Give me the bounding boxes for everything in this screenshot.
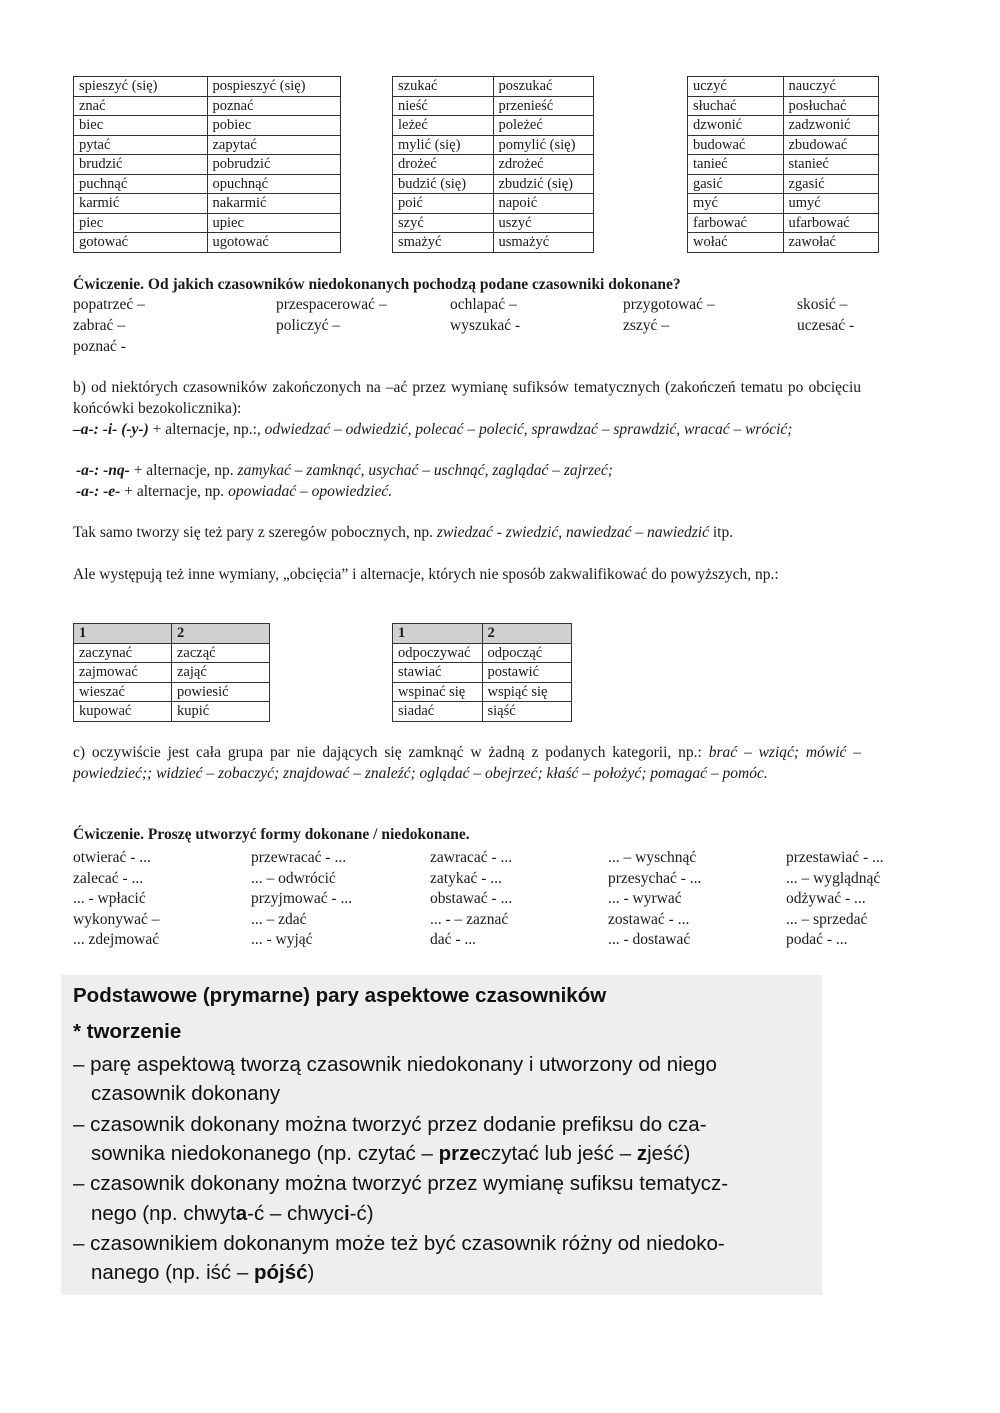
- perfective-verb-cell: zapytać: [207, 135, 341, 155]
- exercise-2-item: zostawać - ...: [608, 910, 690, 928]
- perfective-verb-cell: zbudzić (się): [493, 174, 594, 194]
- section-b-rule-1: [73, 419, 861, 440]
- excerpt-text: -ć – chwyc: [247, 1202, 344, 1225]
- table-row: [688, 155, 879, 175]
- exercise-1-item: wyszukać -: [450, 317, 521, 334]
- rule-2-text: + alternacje, np.: [129, 462, 238, 479]
- imperfective-verb-cell: odpoczywać: [393, 643, 483, 663]
- table-row: [74, 663, 270, 683]
- perfective-verb-cell: umyć: [783, 194, 879, 214]
- perfective-verb-cell: zawołać: [783, 233, 879, 253]
- exercise-1-title: Ćwiczenie. Od jakich czasowników niedokonanych pochodzą podane czasowniki dokonane?: [73, 276, 681, 293]
- table-row: [688, 233, 879, 253]
- imperfective-verb-cell: stawiać: [393, 663, 483, 683]
- imperfective-verb-cell: siadać: [393, 702, 483, 722]
- table-row: [74, 682, 270, 702]
- column-header: 1: [74, 624, 172, 644]
- imperfective-verb-cell: uczyć: [688, 77, 784, 97]
- perfective-verb-cell: poleżeć: [493, 116, 594, 136]
- imperfective-verb-cell: puchnąć: [74, 174, 208, 194]
- excerpt-text: -ć): [349, 1202, 374, 1225]
- excerpt-bold: a: [235, 1202, 248, 1225]
- table-row: [393, 663, 572, 683]
- imperfective-verb-cell: znać: [74, 96, 208, 116]
- alternation-table-1: [73, 623, 270, 722]
- imperfective-verb-cell: słuchać: [688, 96, 784, 116]
- imperfective-verb-cell: gasić: [688, 174, 784, 194]
- excerpt-bullet-2-line-2: [91, 1139, 690, 1168]
- rule-3-code: -a-: -e-: [76, 483, 121, 500]
- exercise-2-item: odżywać - ...: [786, 890, 866, 908]
- imperfective-verb-cell: drożeć: [393, 155, 494, 175]
- exercise-1-item: ochlapać –: [450, 296, 517, 313]
- excerpt-text: nego (np. chwyt: [91, 1202, 236, 1225]
- table-row: [688, 77, 879, 97]
- excerpt-bullet-2-line-1: – czasownik dokonany można tworzyć przez dodanie prefiksu do cza-: [73, 1113, 707, 1136]
- imperfective-verb-cell: poić: [393, 194, 494, 214]
- imperfective-verb-cell: dzwonić: [688, 116, 784, 136]
- excerpt-text: czytać lub jeść –: [480, 1142, 637, 1165]
- section-b-intro: b) od niektórych czasowników zakończonych na –ać przez wymianę sufiksów tematycznych (zakończeń tematu po obcięciu końcówki bezokolicznika):: [73, 379, 861, 417]
- table-row: [393, 77, 594, 97]
- perfective-verb-cell: odpocząć: [482, 643, 572, 663]
- imperfective-verb-cell: wieszać: [74, 682, 172, 702]
- rule-3-examples: opowiadać – opowiedzieć.: [228, 483, 393, 500]
- perfective-verb-cell: postawić: [482, 663, 572, 683]
- exercise-1-item: uczesać -: [797, 317, 855, 334]
- section-b-rule-3: [76, 482, 392, 502]
- table-row: [74, 116, 341, 136]
- table-row: [74, 135, 341, 155]
- perfective-verb-cell: poszukać: [493, 77, 594, 97]
- column-header: 2: [172, 624, 270, 644]
- rule-2-examples: zamykać – zamknąć, usychać – uschnąć, zaglądać – zajrzeć;: [237, 462, 613, 479]
- alternation-table-2: [392, 623, 572, 722]
- table-row: [74, 643, 270, 663]
- excerpt-title: Podstawowe (prymarne) pary aspektowe czasowników: [73, 984, 607, 1007]
- table-row: [393, 643, 572, 663]
- exercise-2-title: Ćwiczenie. Proszę utworzyć formy dokonane / niedokonane.: [73, 826, 470, 843]
- perfective-verb-cell: kupić: [172, 702, 270, 722]
- excerpt-bullet-1-line-2: czasownik dokonany: [91, 1082, 281, 1105]
- perfective-verb-cell: pomylić (się): [493, 135, 594, 155]
- imperfective-verb-cell: mylić (się): [393, 135, 494, 155]
- perfective-verb-cell: wspiąć się: [482, 682, 572, 702]
- perfective-verb-cell: zadzwonić: [783, 116, 879, 136]
- table-row: [688, 116, 879, 136]
- excerpt-bullet-4-line-2: [91, 1258, 314, 1287]
- exercise-2-item: przestawiać - ...: [786, 849, 884, 866]
- imperfective-verb-cell: karmić: [74, 194, 208, 214]
- exercise-2-item: dać - ...: [430, 931, 477, 949]
- imperfective-verb-cell: zajmować: [74, 663, 172, 683]
- exercise-1-item: popatrzeć –: [73, 296, 145, 313]
- exercise-2-item: ... – zdać: [251, 910, 307, 928]
- section-c-intro: c) oczywiście jest cała grupa par nie dających się zamknąć w żadną z podanych kategorii, np.:: [73, 744, 709, 761]
- imperfective-verb-cell: tanieć: [688, 155, 784, 175]
- perfective-verb-cell: poznać: [207, 96, 341, 116]
- perfective-verb-cell: napoić: [493, 194, 594, 214]
- table-row: [393, 233, 594, 253]
- perfective-verb-cell: zdrożeć: [493, 155, 594, 175]
- excerpt-bold: z: [636, 1142, 648, 1165]
- table-row: [393, 682, 572, 702]
- exercise-2-item: przesychać - ...: [608, 869, 702, 887]
- exercise-1-item: policzyć –: [276, 317, 341, 334]
- other-alternations-text: Ale występują też inne wymiany, „obcięcia” i alternacje, których nie sposób zakwalifikować do powyższych, np.:: [73, 566, 779, 583]
- excerpt-bold: i: [343, 1202, 350, 1225]
- perfective-verb-cell: ugotować: [207, 233, 341, 253]
- table-row: [393, 155, 594, 175]
- exercise-2-item: ... – wyglądnąć: [786, 869, 881, 887]
- table-row: [393, 174, 594, 194]
- table-row: [74, 213, 341, 233]
- column-header: 2: [482, 624, 572, 644]
- imperfective-verb-cell: leżeć: [393, 116, 494, 136]
- perfective-verb-cell: zająć: [172, 663, 270, 683]
- imperfective-verb-cell: wspinać się: [393, 682, 483, 702]
- exercise-2-item: ... zdejmować: [73, 931, 160, 949]
- perfective-verb-cell: upiec: [207, 213, 341, 233]
- exercise-2-item: wykonywać –: [73, 910, 160, 928]
- side-text: Tak samo tworzy się też pary z szeregów pobocznych, np.: [73, 524, 437, 541]
- section-c-text: [73, 742, 861, 784]
- perfective-verb-cell: nauczyć: [783, 77, 879, 97]
- rule-2-code: -a-: -nq-: [76, 462, 130, 479]
- perfective-verb-cell: uszyć: [493, 213, 594, 233]
- imperfective-verb-cell: budować: [688, 135, 784, 155]
- table-row: [393, 702, 572, 722]
- perfective-verb-cell: zacząć: [172, 643, 270, 663]
- section-b-rule-2: [76, 461, 613, 481]
- excerpt-text: sownika niedokonanego (np. czytać –: [91, 1142, 439, 1165]
- table-row: [688, 194, 879, 214]
- exercise-2-item: przyjmować - ...: [251, 890, 353, 908]
- verb-table-1: [73, 76, 341, 253]
- table-row: [393, 135, 594, 155]
- table-row: [74, 77, 341, 97]
- column-header: 1: [393, 624, 483, 644]
- table-header-row: [74, 624, 270, 644]
- side-end: itp.: [709, 524, 734, 541]
- exercise-1-item: zszyć –: [623, 317, 670, 334]
- imperfective-verb-cell: biec: [74, 116, 208, 136]
- imperfective-verb-cell: spieszyć (się): [74, 77, 208, 97]
- imperfective-verb-cell: smażyć: [393, 233, 494, 253]
- exercise-1-item: zabrać –: [73, 317, 126, 334]
- side-examples: zwiedzać - zwiedzić, nawiedzać – nawiedzić: [436, 524, 709, 541]
- table-row: [393, 96, 594, 116]
- perfective-verb-cell: zbudować: [783, 135, 879, 155]
- exercise-2-item: ... - wpłacić: [73, 890, 146, 908]
- exercise-2-item: zatykać - ...: [430, 869, 502, 887]
- section-c-examples: brać – wziąć; mówić – powiedzieć;; widzieć – zobaczyć; znajdować – znaleźć; oglądać – obejrzeć; kłaść – położyć; pomagać – pomóc.: [73, 744, 861, 782]
- exercise-2-item: zawracać - ...: [430, 849, 513, 866]
- imperfective-verb-cell: gotować: [74, 233, 208, 253]
- perfective-verb-cell: siąść: [482, 702, 572, 722]
- table-row: [393, 213, 594, 233]
- table-row: [688, 96, 879, 116]
- table-row: [74, 702, 270, 722]
- excerpt-bullet-1-line-1: – parę aspektową tworzą czasownik niedokonany i utworzony od niego: [73, 1053, 717, 1076]
- exercise-2-item: otwierać - ...: [73, 849, 151, 866]
- table-row: [688, 135, 879, 155]
- imperfective-verb-cell: szyć: [393, 213, 494, 233]
- table-row: [393, 194, 594, 214]
- exercise-2-item: ... - dostawać: [608, 931, 691, 949]
- table-row: [74, 194, 341, 214]
- table-row: [74, 233, 341, 253]
- exercise-2-item: ... – odwrócić: [251, 869, 336, 887]
- table-row: [74, 96, 341, 116]
- exercise-2-item: ... - wyjąć: [251, 931, 313, 949]
- imperfective-verb-cell: brudzić: [74, 155, 208, 175]
- rule-1-code: –a-: -i- (-y-): [73, 421, 149, 438]
- perfective-verb-cell: usmażyć: [493, 233, 594, 253]
- excerpt-text: jeść): [647, 1142, 691, 1165]
- imperfective-verb-cell: farbować: [688, 213, 784, 233]
- table-row: [74, 155, 341, 175]
- exercise-2-item: przewracać - ...: [251, 849, 347, 866]
- verb-table-2: [392, 76, 594, 253]
- table-row: [688, 174, 879, 194]
- table-row: [393, 116, 594, 136]
- excerpt-bold: pójść: [253, 1261, 308, 1284]
- imperfective-verb-cell: budzić (się): [393, 174, 494, 194]
- exercise-1-item: poznać -: [73, 338, 126, 355]
- imperfective-verb-cell: nieść: [393, 96, 494, 116]
- perfective-verb-cell: pobiec: [207, 116, 341, 136]
- excerpt-subtitle: * tworzenie: [73, 1020, 182, 1043]
- perfective-verb-cell: ufarbować: [783, 213, 879, 233]
- perfective-verb-cell: stanieć: [783, 155, 879, 175]
- excerpt-bullet-3-line-1: – czasownik dokonany można tworzyć przez wymianę sufiksu tematycz-: [73, 1172, 729, 1195]
- side-series-text: [73, 523, 733, 543]
- exercise-2-item: ... - – zaznać: [430, 910, 509, 928]
- imperfective-verb-cell: wołać: [688, 233, 784, 253]
- excerpt-bullet-3-line-2: [91, 1199, 374, 1228]
- exercise-2-item: ... – sprzedać: [786, 910, 868, 928]
- perfective-verb-cell: powiesić: [172, 682, 270, 702]
- perfective-verb-cell: pobrudzić: [207, 155, 341, 175]
- exercise-2-item: zalecać - ...: [73, 869, 144, 887]
- imperfective-verb-cell: kupować: [74, 702, 172, 722]
- table-row: [74, 174, 341, 194]
- exercise-2-item: podać - ...: [786, 931, 848, 949]
- perfective-verb-cell: pospieszyć (się): [207, 77, 341, 97]
- perfective-verb-cell: opuchnąć: [207, 174, 341, 194]
- excerpt-bold: prze: [438, 1142, 481, 1165]
- exercise-1-item: skosić –: [797, 296, 848, 313]
- imperfective-verb-cell: zaczynać: [74, 643, 172, 663]
- exercise-1-item: przygotować –: [623, 296, 715, 313]
- exercise-2-item: ... – wyschnąć: [608, 849, 697, 866]
- perfective-verb-cell: nakarmić: [207, 194, 341, 214]
- excerpt-text: ): [307, 1261, 315, 1284]
- exercise-1-item: przespacerować –: [276, 296, 387, 313]
- exercise-2-item: obstawać - ...: [430, 890, 513, 908]
- excerpt-bullet-4-line-1: – czasownikiem dokonanym może też być czasownik różny od niedoko-: [73, 1232, 725, 1255]
- imperfective-verb-cell: szukać: [393, 77, 494, 97]
- excerpt-text: nanego (np. iść –: [91, 1261, 254, 1284]
- perfective-verb-cell: przenieść: [493, 96, 594, 116]
- imperfective-verb-cell: piec: [74, 213, 208, 233]
- verb-table-3: [687, 76, 879, 253]
- perfective-verb-cell: zgasić: [783, 174, 879, 194]
- textbook-excerpt: [61, 975, 822, 1295]
- table-header-row: [393, 624, 572, 644]
- perfective-verb-cell: posłuchać: [783, 96, 879, 116]
- imperfective-verb-cell: myć: [688, 194, 784, 214]
- rule-1-text: + alternacje, np.:,: [148, 421, 265, 438]
- exercise-2-item: ... - wyrwać: [608, 890, 682, 908]
- imperfective-verb-cell: pytać: [74, 135, 208, 155]
- rule-1-examples: odwiedzać – odwiedzić, polecać – polecić, sprawdzać – sprawdzić, wracać – wrócić;: [264, 421, 793, 438]
- table-row: [688, 213, 879, 233]
- rule-3-text: + alternacje, np.: [120, 483, 229, 500]
